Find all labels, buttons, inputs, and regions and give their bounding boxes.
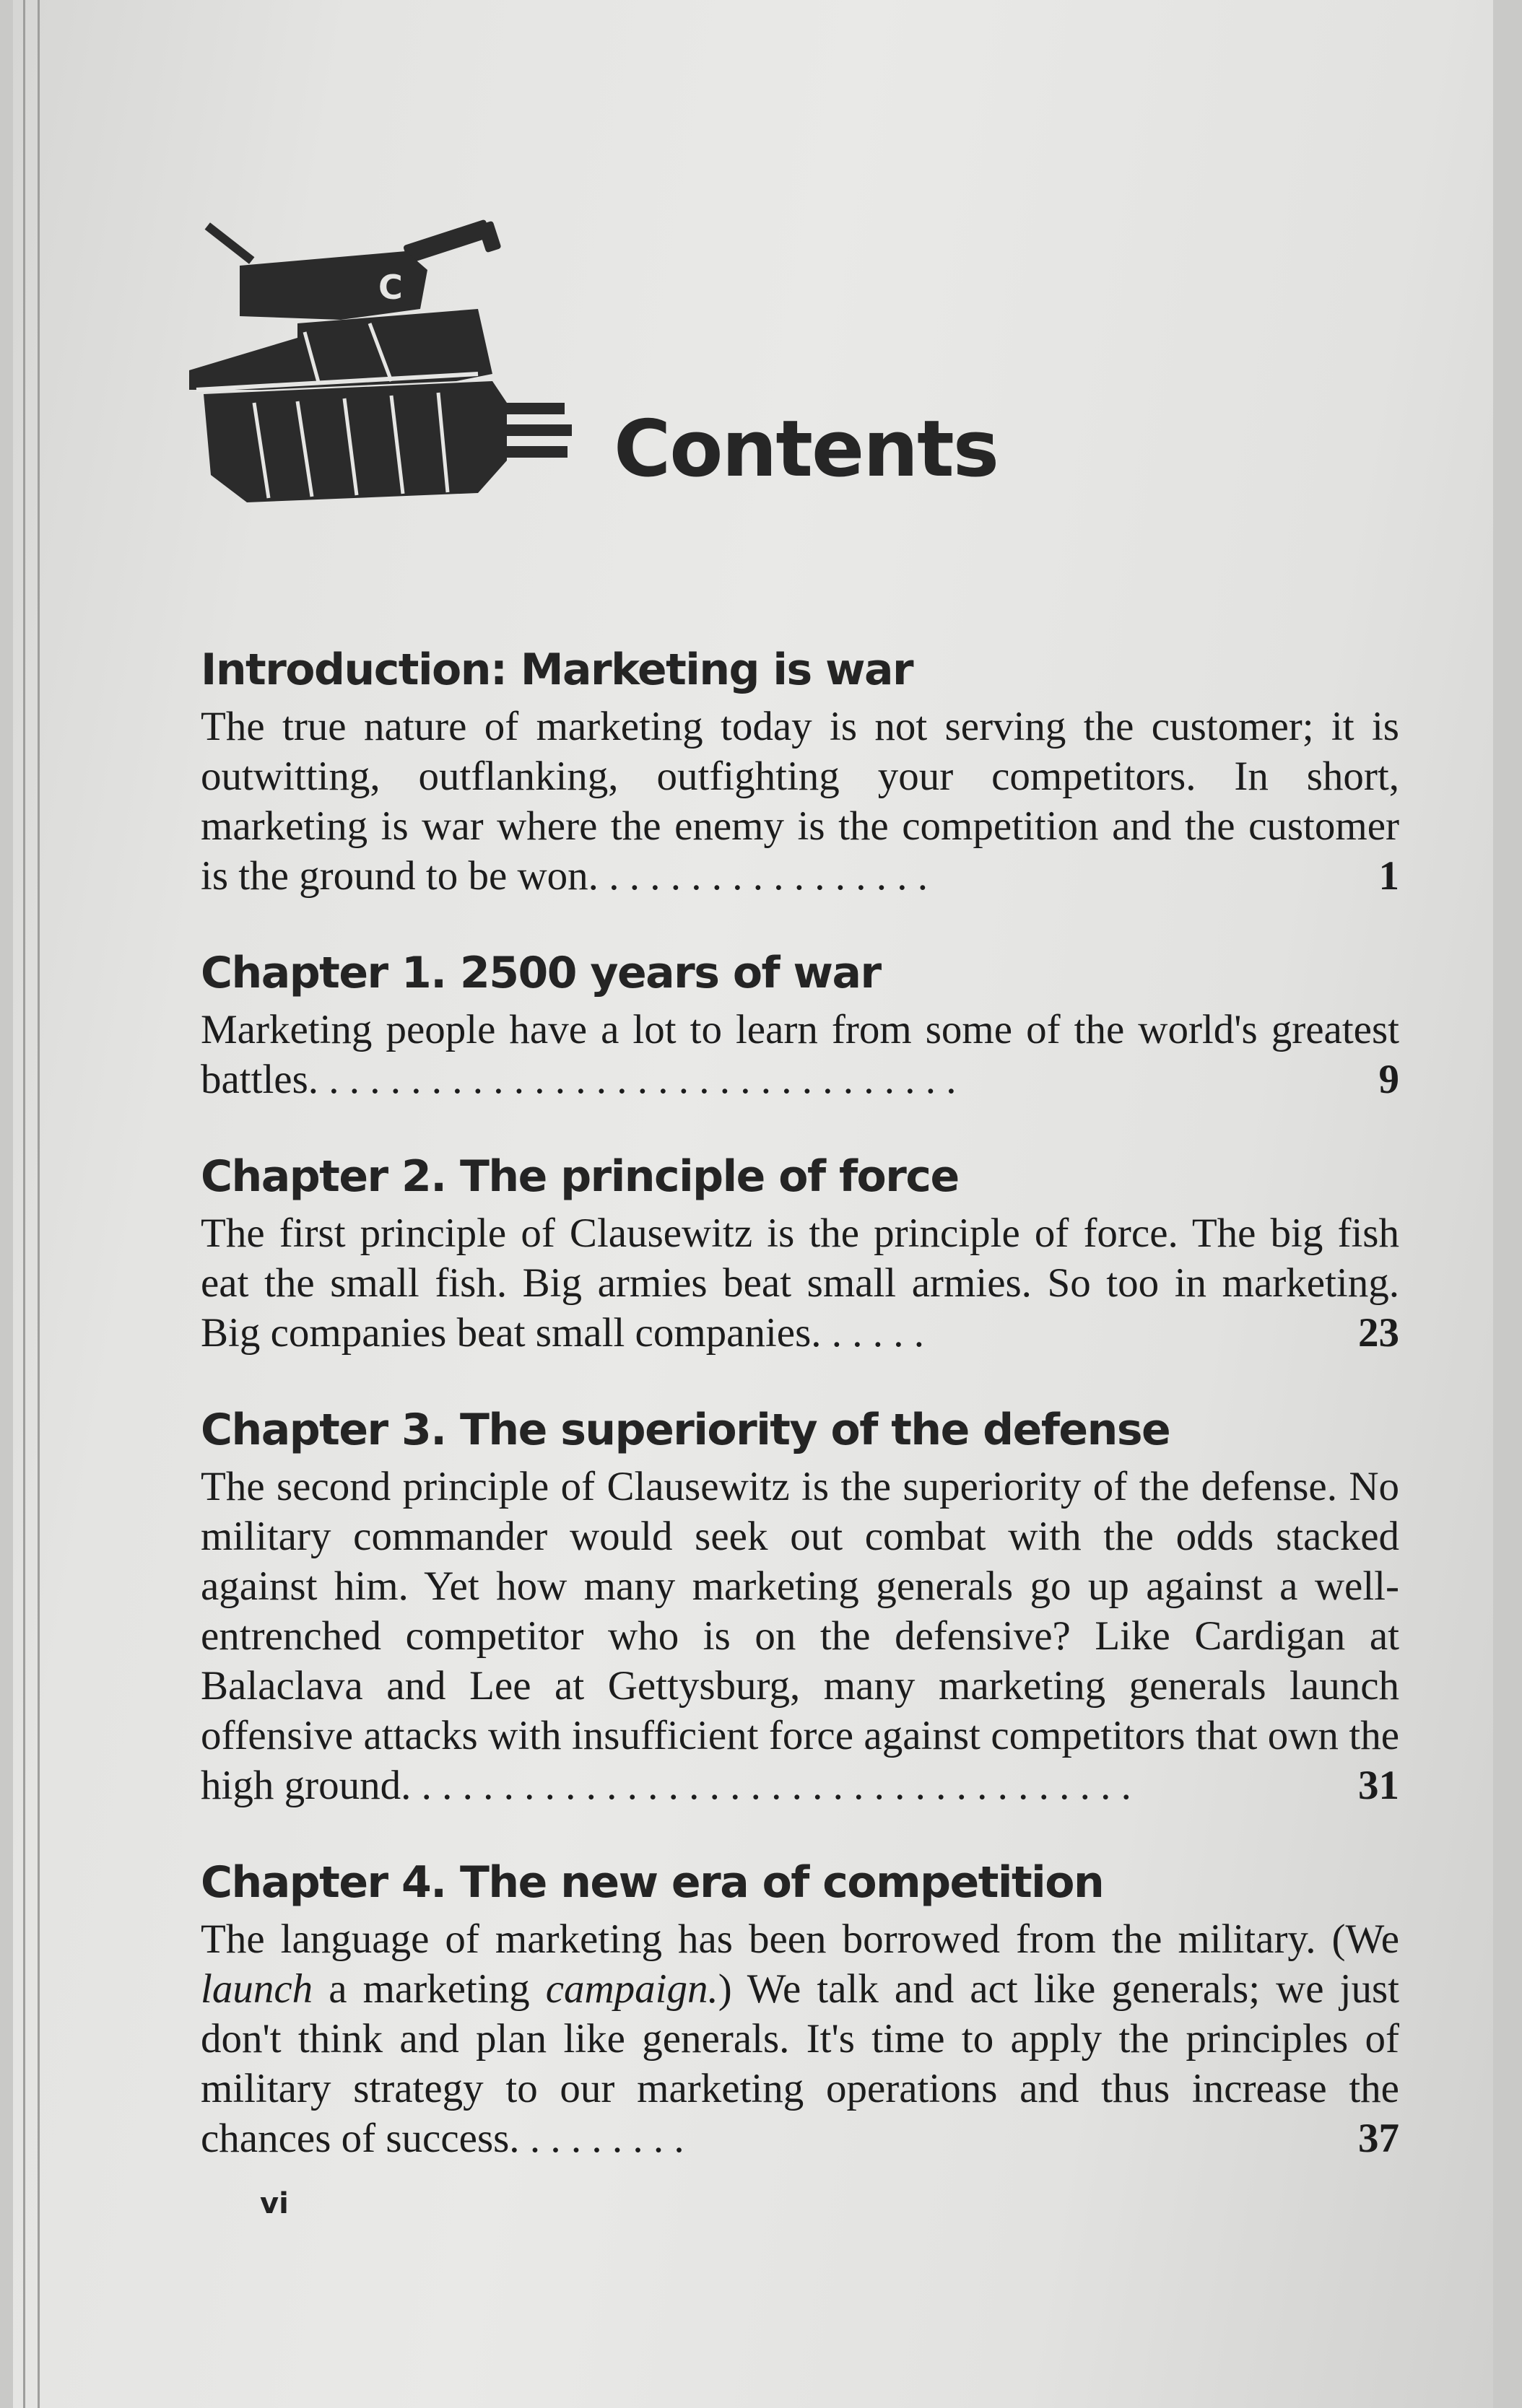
entry-text: Marketing people have a lot to learn from some of the world's greatest battles. (201, 1007, 1399, 1102)
toc-entry-chapter-1 (201, 946, 1399, 1104)
entry-description (201, 1005, 1399, 1104)
entry-text-emphasis: campaign. (545, 1966, 718, 2012)
page-number: 1 (1378, 853, 1399, 899)
entry-description (201, 702, 1399, 901)
toc-entry-chapter-2 (201, 1149, 1399, 1358)
entry-text: The true nature of marketing today is not serving the customer; it is outwitting, outflanking, outfighting your competitors. In short, marketing is war where the enemy is the competition and the customer is the ground to be won. (201, 704, 1399, 899)
tank-icon (189, 201, 593, 504)
entry-text: The first principle of Clausewitz is the principle of force. The big fish eat the small fish. Big armies beat small armies. So too in marketing. Big companies beat small companies. (201, 1210, 1399, 1356)
entry-description (201, 1208, 1399, 1358)
toc-entry-chapter-3 (201, 1403, 1399, 1810)
entry-text-part: The language of marketing has been borrowed from the military. (We (201, 1916, 1399, 1962)
entry-heading: Introduction: Marketing is war (201, 645, 913, 695)
page-number: 37 (1358, 2116, 1399, 2161)
entry-text: The second principle of Clausewitz is the superiority of the defense. No military commander would seek out combat with the odds stacked against him. Yet how many marketing generals go up against a well-entrenched competitor who is on the defensive? Like Cardigan at Balaclava and Lee at Gettysburg, many marketing generals launch offensive attacks with insufficient force against competitors that own the high ground. (201, 1464, 1399, 1808)
contents-title: Contents (614, 404, 999, 494)
dot-leader: . . . . . . . . (529, 2116, 684, 2161)
toc-entry-introduction (201, 642, 1399, 901)
entry-text-part: a marketing (313, 1966, 546, 2012)
entry-heading: Chapter 3. The superiority of the defense (201, 1405, 1170, 1455)
dot-leader: . . . . . . . . . . . . . . . . . . . . . . . . . . . . . . . . . . . (421, 1763, 1131, 1808)
page-edge-line (38, 0, 40, 2408)
entry-description (201, 1462, 1399, 1810)
entry-heading: Chapter 4. The new era of competition (201, 1857, 1104, 1908)
dot-leader: . . . . . (831, 1310, 925, 1356)
table-of-contents (201, 642, 1399, 2208)
page-number: 23 (1358, 1310, 1399, 1356)
dot-leader: . . . . . . . . . . . . . . . . . . . . . . . . . . . . . . . (329, 1057, 957, 1102)
page-number: 9 (1378, 1057, 1399, 1102)
page-edge-line (23, 0, 25, 2408)
page-number: 31 (1358, 1763, 1399, 1808)
entry-description (201, 1914, 1399, 2163)
dot-leader: . . . . . . . . . . . . . . . . (609, 853, 928, 899)
tank-mark-letter: C (378, 268, 403, 307)
entry-heading: Chapter 2. The principle of force (201, 1151, 959, 1202)
toc-entry-chapter-4 (201, 1855, 1399, 2163)
entry-text-emphasis: launch (201, 1966, 313, 2012)
folio-page-number: vi (260, 2187, 289, 2220)
entry-text-part: ) We talk and act like generals; we just don't think and plan like generals. It's time to apply the principles of military strategy to our marketing operations and thus increase the chances of success. (201, 1966, 1399, 2161)
entry-heading: Chapter 1. 2500 years of war (201, 948, 881, 998)
